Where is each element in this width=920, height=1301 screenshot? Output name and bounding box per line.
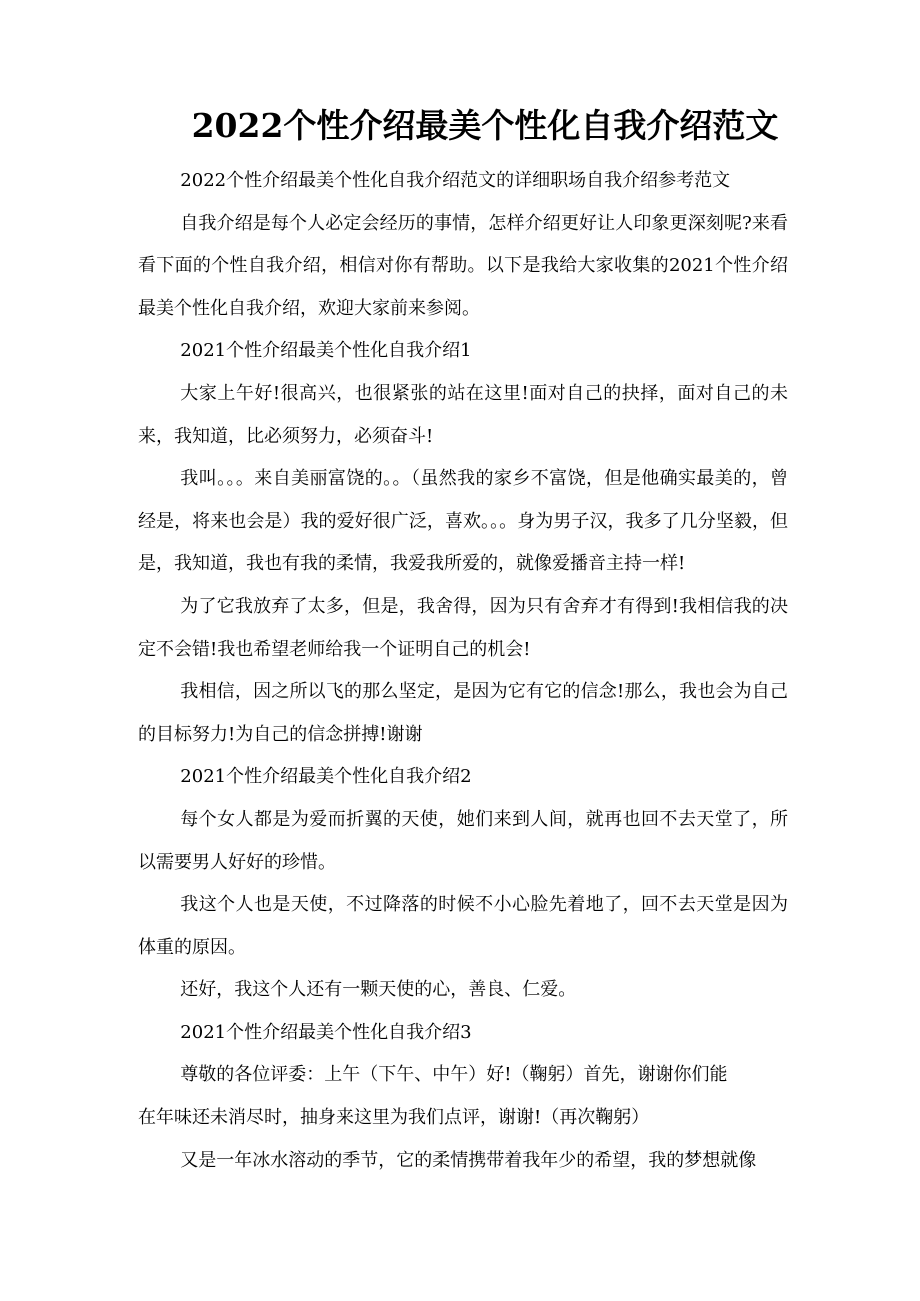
paragraph: 为了它我放弃了太多，但是，我舍得，因为只有舍弃才有得到!我相信我的决定不会错!我也希望老师给我一个证明自己的机会! <box>138 595 788 660</box>
paragraph: 我这个人也是天使，不过降落的时候不小心脸先着地了，回不去天堂是因为体重的原因。 <box>138 894 788 958</box>
paragraph: 还好，我这个人还有一颗天使的心，善良、仁爱。 <box>180 979 577 1001</box>
paragraph: 每个女人都是为爱而折翼的天使，她们来到人间，就再也回不去天堂了，所以需要男人好好的珍惜。 <box>138 808 788 873</box>
paragraph: 大家上午好!很高兴，也很紧张的站在这里!面对自己的抉择，面对自己的未来，我知道，比必须努力，必须奋斗! <box>138 382 788 447</box>
section-heading-3: 2021个性介绍最美个性化自我介绍3 <box>180 1021 472 1043</box>
paragraph: 我叫。。。来自美丽富饶的。。（虽然我的家乡不富饶，但是他确实最美的，曾经是，将来也会是）我的爱好很广泛，喜欢。。。身为男子汉，我多了几分坚毅，但是，我知道，我也有我的柔情，我爱我所爱的，就像爱播音主持一样! <box>138 468 788 575</box>
section-heading-1: 2021个性介绍最美个性化自我介绍1 <box>180 340 472 362</box>
paragraph-subtitle: 2022个性介绍最美个性化自我介绍范文的详细职场自我介绍参考范文 <box>180 170 731 191</box>
paragraph: 又是一年冰水溶动的季节，它的柔情携带着我年少的希望，我的梦想就像 <box>180 1149 757 1171</box>
document-title: 2022个性介绍最美个性化自我介绍范文 <box>191 106 779 145</box>
section-heading-2: 2021个性介绍最美个性化自我介绍2 <box>180 766 472 788</box>
paragraph-intro: 自我介绍是每个人必定会经历的事情，怎样介绍更好让人印象更深刻呢?来看看下面的个性自我介绍，相信对你有帮助。以下是我给大家收集的2021个性介绍最美个性化自我介绍，欢迎大家前来参阅。 <box>138 212 788 319</box>
paragraph: 我相信，因之所以飞的那么坚定，是因为它有它的信念!那么，我也会为自己的目标努力!为自己的信念拼搏!谢谢 <box>138 681 788 745</box>
paragraph: 尊敬的各位评委：上午（下午、中午）好!（鞠躬）首先，谢谢你们能 <box>180 1064 728 1086</box>
paragraph-continuation: 在年味还未消尽时，抽身来这里为我们点评，谢谢!（再次鞠躬） <box>138 1107 650 1129</box>
document-body <box>138 160 788 1182</box>
